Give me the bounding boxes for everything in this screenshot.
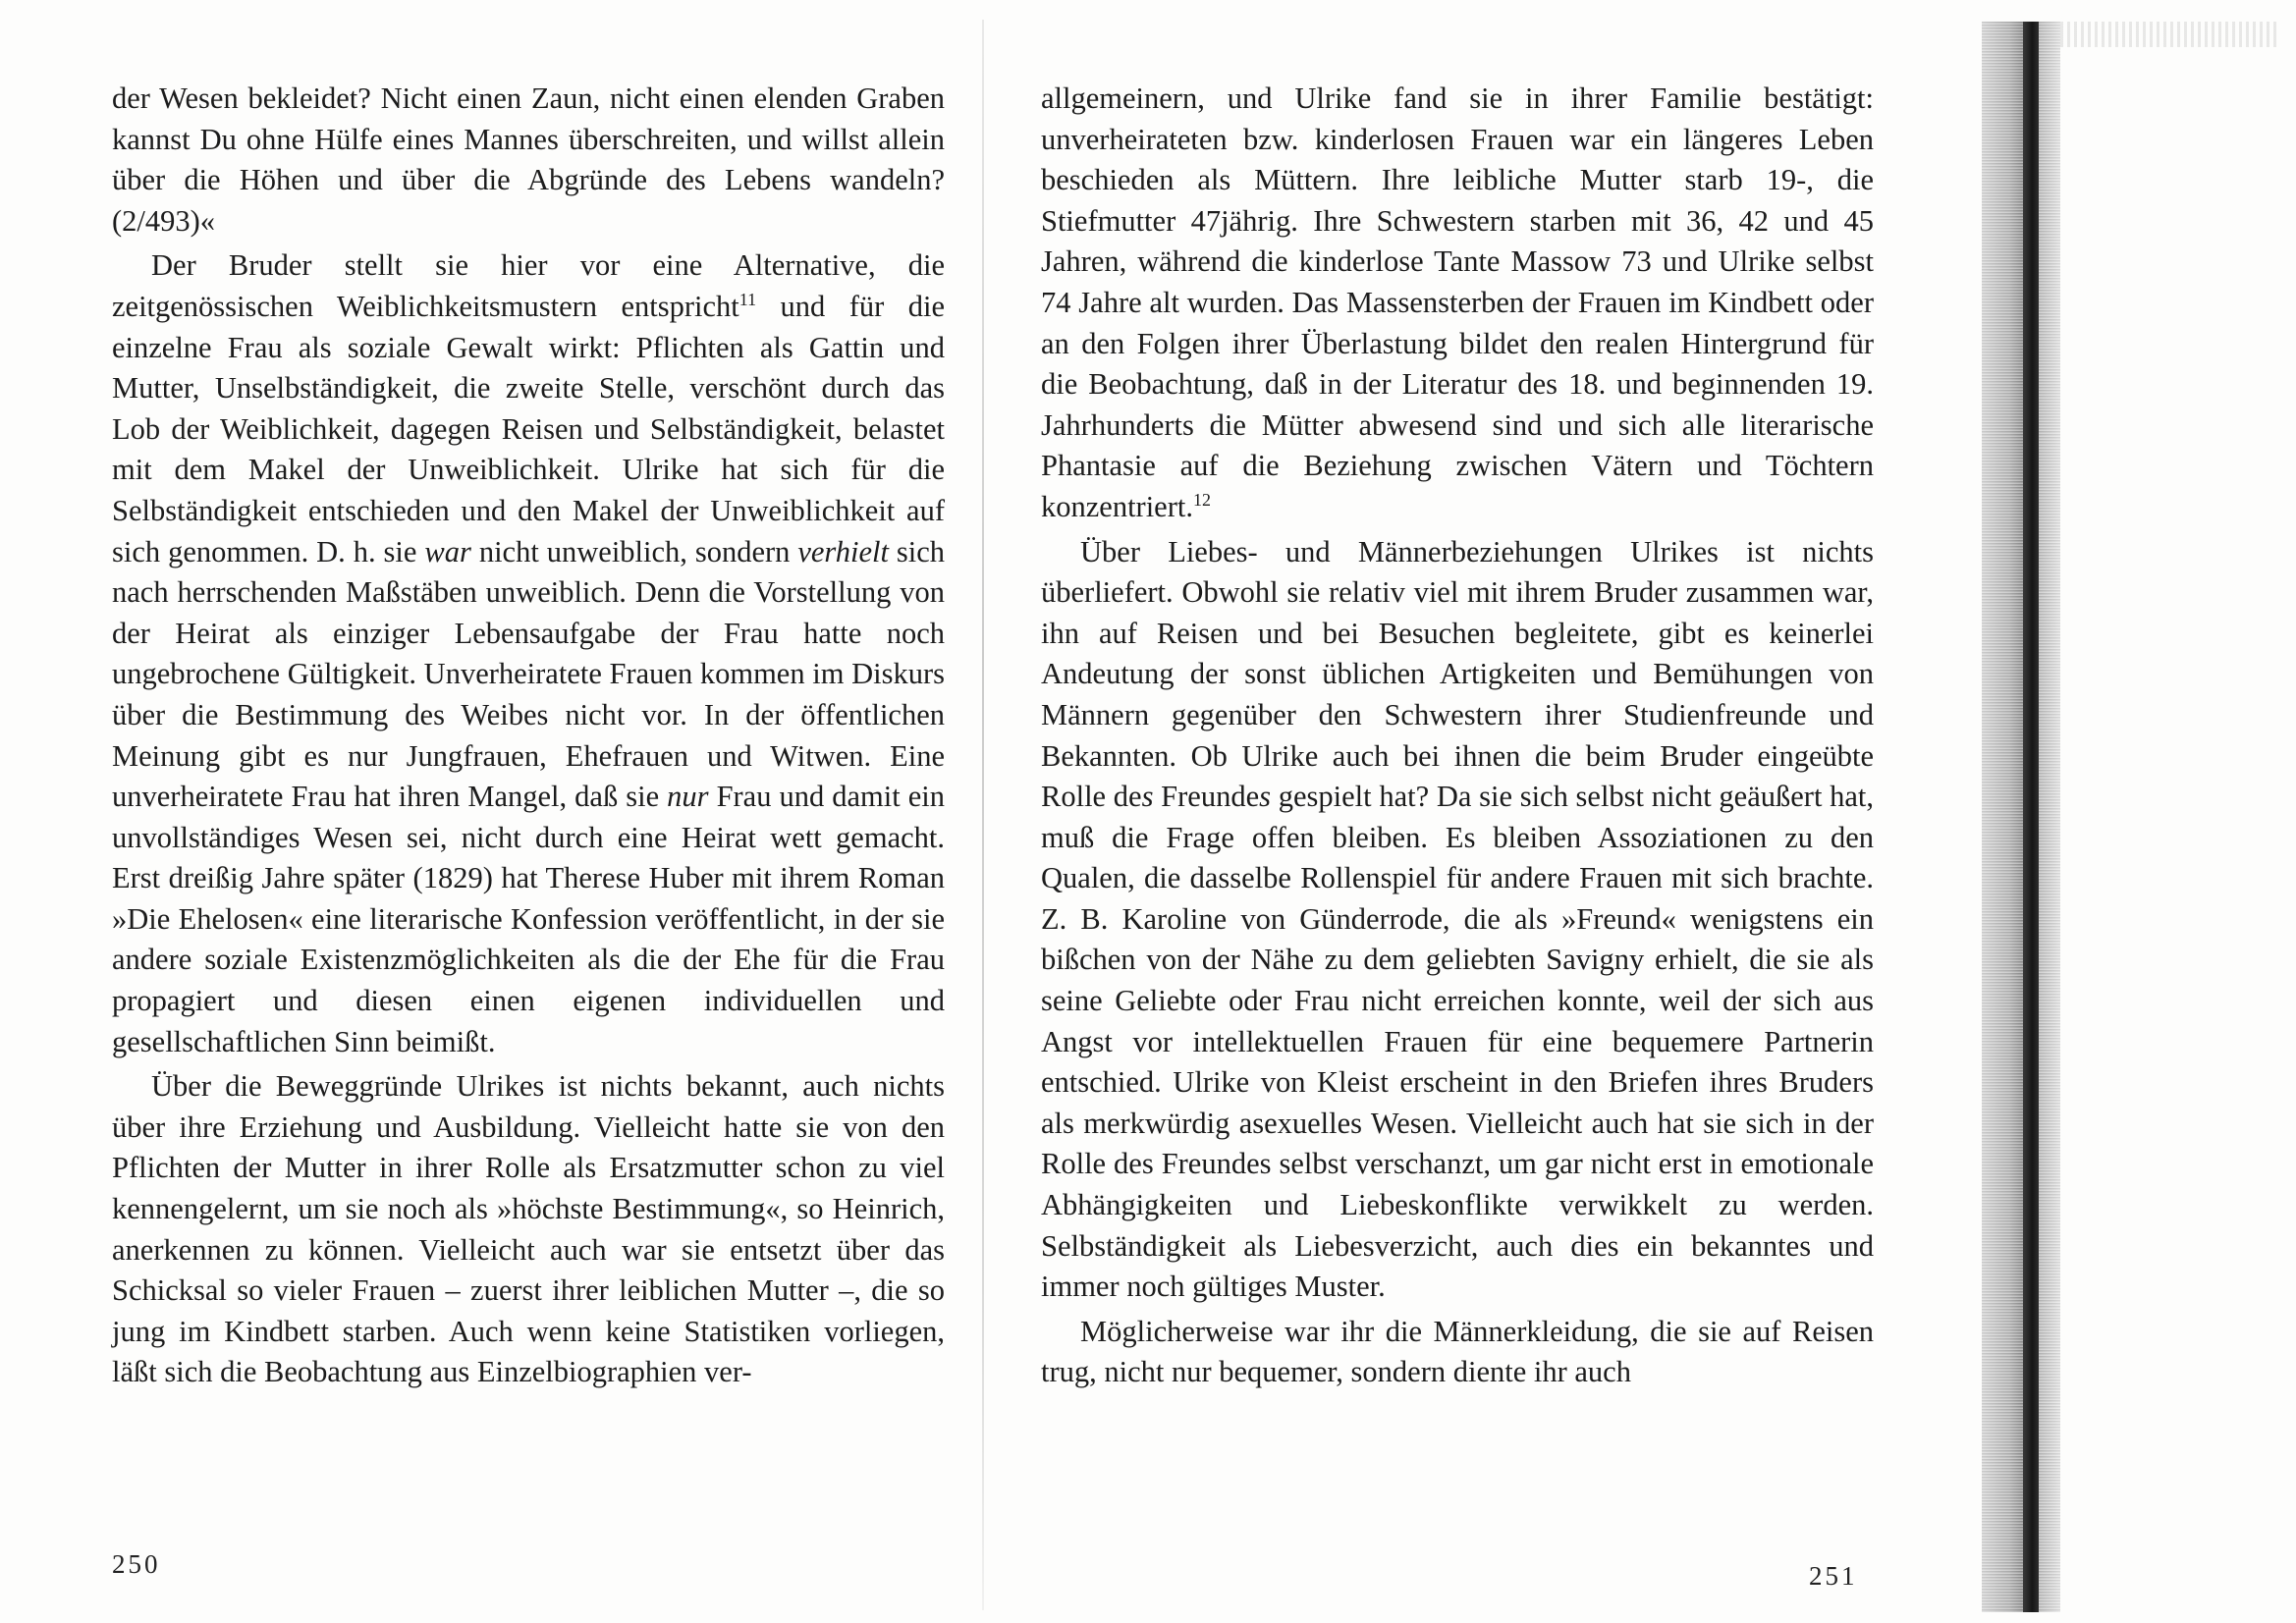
scanner-page-edge xyxy=(1982,22,2060,1612)
emphasis-letter: s xyxy=(1259,780,1272,814)
paragraph-beweggruende: Über die Beweggründe Ulrikes ist nichts bekannt, auch nichts über ihre Erziehung und Ausbildung. Vielleicht hatte sie von den Pflichten der Mutter in ihrer Rolle als Ersatzmutter schon zu viel kennengelernt, um sie noch als »höchste Bestimmung«, so Heinrich, anerkennen zu können. Vielleicht auch war sie entsetzt über das Schicksal so vieler Frauen – zuerst ihrer leiblichen Mutter –, die so jung im Kindbett starben. Auch wenn keine Statistiken vorliegen, läßt sich die Beobachtung aus Einzelbiographien ver- xyxy=(112,1069,945,1389)
book-gutter xyxy=(982,20,984,1610)
scanner-noise xyxy=(2060,22,2276,47)
paragraph-text: Der Bruder stellt sie hier vor eine Alternative, die zeitgenössischen Weiblichkeitsmustern entspricht xyxy=(112,248,945,323)
emphasis-word: nur xyxy=(667,780,709,814)
left-page xyxy=(112,79,945,1393)
emphasis-word: war xyxy=(424,534,471,568)
paragraph-liebesbeziehungen xyxy=(1041,532,1874,1308)
paragraph-text: Freunde xyxy=(1153,780,1260,814)
page-number-right: 251 xyxy=(1809,1561,1858,1591)
paragraph-alternative xyxy=(112,245,945,1062)
right-page xyxy=(1041,79,1874,1393)
paragraph-text: nicht unweiblich, sondern xyxy=(478,534,791,568)
paragraph-maennerkleidung: Möglicherweise war ihr die Männerkleidung, die sie auf Reisen trug, nicht nur bequemer, sondern diente ihr auch xyxy=(1041,1314,1874,1389)
paragraph-continuation xyxy=(1041,79,1874,528)
paragraph-text: Frau und damit ein unvollständiges Wesen sei, nicht durch eine Heirat wett gemacht. Erst dreißig Jahre später (1829) hat Therese Huber mit ihrem Roman »Die Ehelosen« eine literarische Konfession veröffentlicht, in der sie andere soziale Existenzmöglichkeiten als die der Ehe für die Frau propagiert und diesen einen eigenen individuellen und gesellschaftlichen Sinn beimißt. xyxy=(112,780,946,1058)
emphasis-word: verhielt xyxy=(797,534,889,568)
emphasis-letter: s xyxy=(1141,780,1154,814)
paragraph-text: allgemeinern, und Ulrike fand sie in ihrer Familie bestätigt: unverheirateten bzw. kinderlosen Frauen war ein längeres Leben beschieden als Müttern. Ihre leibliche Mutter starb 19-, die Stiefmutter 47jährig. Ihre Schwestern starben mit 36, 42 und 45 Jahren, während die kinderlose Tante Massow 73 und Ulrike selbst 74 Jahre alt wurden. Das Massensterben der Frauen im Kindbett oder an den Folgen ihrer Überlastung bildet den realen Hintergrund für die Beobachtung, daß in der Literatur des 18. und beginnenden 19. Jahrhunderts die Mütter abwesend sind und sich alle literarische Phantasie auf die Beziehung zwischen Vätern und Töchtern konzentriert. xyxy=(1041,81,1874,523)
paragraph-text: Über Liebes- und Männerbeziehungen Ulrikes ist nichts überliefert. Obwohl sie relativ viel mit ihrem Bruder zusammen war, ihn auf Reisen und bei Besuchen begleitete, gibt es keinerlei Andeutung der sonst üblichen Artigkeiten und Bemühungen von Männern gegenüber den Schwestern ihrer Studienfreunde und Bekannten. Ob Ulrike auch bei ihnen die beim Bruder eingeübte Rolle de xyxy=(1041,534,1874,814)
paragraph-text: und für die einzelne Frau als soziale Gewalt wirkt: Pflichten als Gattin und Mutter, Unselbständigkeit, die zweite Stelle, verschönt durch das Lob der Weiblichkeit, dagegen Reisen und Selbständigkeit, belastet mit dem Makel der Unweiblichkeit. Ulrike hat sich für die Selbständigkeit entschieden und den Makel der Unweiblichkeit auf sich genommen. D. h. sie xyxy=(112,289,945,568)
paragraph-continuation: der Wesen bekleidet? Nicht einen Zaun, nicht einen elenden Graben kannst Du ohne Hülfe eines Mannes überschreiten, und willst allein über die Höhen und über die Abgründe des Lebens wandeln? (2/493)« xyxy=(112,81,945,238)
footnote-marker: 12 xyxy=(1192,489,1211,510)
footnote-marker: 11 xyxy=(738,289,757,309)
paragraph-text: sich nach herrschenden Maßstäben unweiblich. Denn die Vorstellung von der Heirat als einziger Lebensaufgabe der Frau hatte noch ungebrochene Gültigkeit. Unverheiratete Frauen kommen im Diskurs über die Bestimmung des Weibes nicht vor. In der öffentlichen Meinung gibt es nur Jungfrauen, Ehefrauen und Witwen. Eine unverheiratete Frau hat ihren Mangel, daß sie xyxy=(112,534,946,814)
page-number-left: 250 xyxy=(112,1549,161,1579)
paragraph-text: gespielt hat? Da sie sich selbst nicht geäußert hat, muß die Frage offen bleiben. Es bleiben Assoziationen zu den Qualen, die dasselbe Rollenspiel für andere Frauen mit sich brachte. Z. B. Karoline von Günderrode, die als »Freund« wenigstens ein bißchen von der Nähe zu dem geliebten Savigny erhielt, die sie als seine Geliebte oder Frau nicht erreichen konnte, weil der sich aus Angst vor intellektuellen Frauen für eine bequemere Partnerin entschied. Ulrike von Kleist erscheint in den Briefen ihres Bruders als merkwürdig asexuelles Wesen. Vielleicht auch hat sie sich in der Rolle des Freundes selbst verschanzt, um gar nicht erst in emotionale Abhängigkeiten und Liebeskonflikte verwikkelt zu werden. Selbständigkeit als Liebesverzicht, auch dies ein bekanntes und immer noch gültiges Muster. xyxy=(1041,780,1875,1304)
scanner-shadow xyxy=(2023,22,2039,1612)
